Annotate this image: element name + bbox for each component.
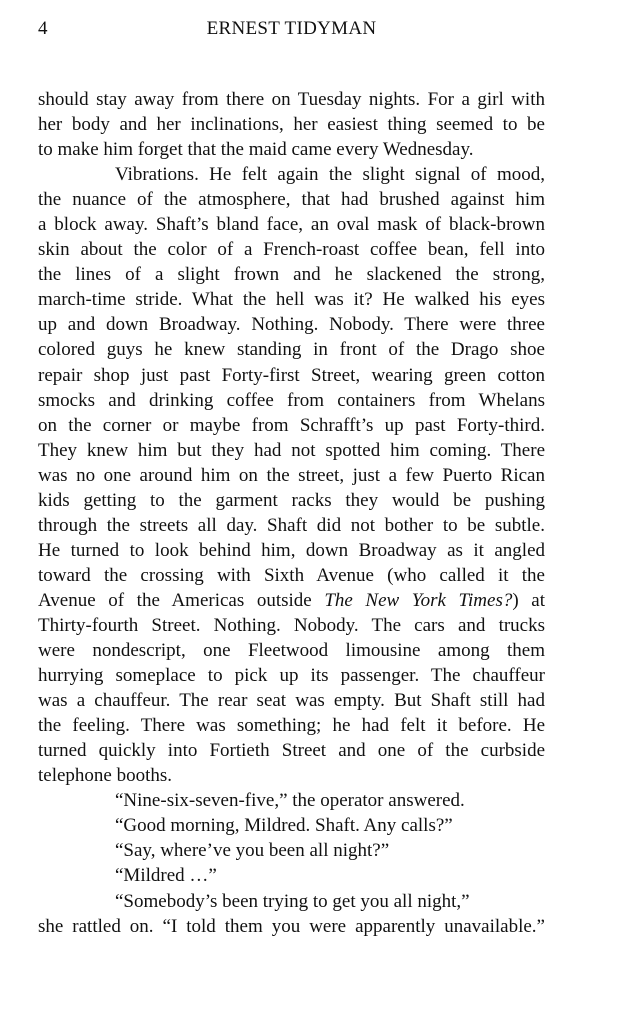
text-line: He turned to look behind him, down Broadway as it angled (38, 539, 545, 561)
page-number: 4 (38, 18, 48, 39)
text-line: on the corner or maybe from Schrafft’s up past Forty-third. (38, 414, 545, 436)
text-line: “Mildred …” (115, 865, 217, 887)
text-line: kids getting to the garment racks they would be pushing (38, 489, 545, 511)
text-line: should stay away from there on Tuesday nights. For a girl with (38, 89, 545, 110)
text-line: through the streets all day. Shaft did not bother to be subtle. (38, 514, 545, 536)
text-line: “Nine-six-seven-five,” the operator answered. (115, 790, 465, 812)
text-line: They knew him but they had not spotted him coming. There (38, 439, 545, 461)
text-line: the nuance of the atmosphere, that had brushed against him (38, 189, 545, 211)
text-line: smocks and drinking coffee from containers from Whelans (38, 389, 545, 411)
text-line: toward the crossing with Sixth Avenue (who called it the (38, 564, 545, 586)
italic-title: The New York Times? (324, 589, 513, 611)
text-line: were nondescript, one Fleetwood limousine among them (38, 640, 545, 662)
text-line: colored guys he knew standing in front of the Drago shoe (38, 339, 545, 361)
text-line: turned quickly into Fortieth Street and one of the curbside (38, 740, 545, 762)
text-line: her body and her inclinations, her easiest thing seemed to be (38, 114, 545, 136)
text-line: “Somebody’s been trying to get you all night,” (115, 890, 470, 912)
text-line: telephone booths. (38, 765, 173, 787)
text-line: up and down Broadway. Nothing. Nobody. There were three (38, 314, 545, 336)
text-line: hurrying someplace to pick up its passenger. The chauffeur (38, 665, 545, 687)
text-line: Thirty-fourth Street. Nothing. Nobody. The cars and trucks (38, 614, 545, 636)
text-segment: ) at (512, 589, 545, 611)
text-line: repair shop just past Forty-first Street, wearing green cotton (38, 364, 545, 386)
text-line: march-time stride. What the hell was it? He walked his eyes (38, 289, 545, 311)
text-line: to make him forget that the maid came every Wednesday. (38, 139, 474, 161)
running-header (38, 18, 545, 44)
text-line: the feeling. There was something; he had felt it before. He (38, 715, 545, 737)
text-line: a block away. Shaft’s bland face, an oval mask of black-brown (38, 214, 545, 236)
text-segment: Avenue of the Americas outside (38, 589, 325, 611)
running-title: ERNEST TIDYMAN (206, 18, 377, 39)
text-line (38, 588, 545, 613)
text-line: skin about the color of a French-roast coffee bean, fell into (38, 239, 545, 261)
text-line: was a chauffeur. The rear seat was empty. But Shaft still had (38, 690, 545, 712)
body-text (38, 87, 545, 939)
text-line: “Say, where’ve you been all night?” (115, 840, 390, 862)
text-line: she rattled on. “I told them you were apparently unavailable.” (38, 915, 545, 937)
text-line: “Good morning, Mildred. Shaft. Any calls?” (115, 815, 453, 837)
text-line: was no one around him on the street, just a few Puerto Rican (38, 464, 545, 486)
text-line: the lines of a slight frown and he slackened the strong, (38, 264, 545, 286)
text-line: Vibrations. He felt again the slight signal of mood, (115, 164, 545, 186)
